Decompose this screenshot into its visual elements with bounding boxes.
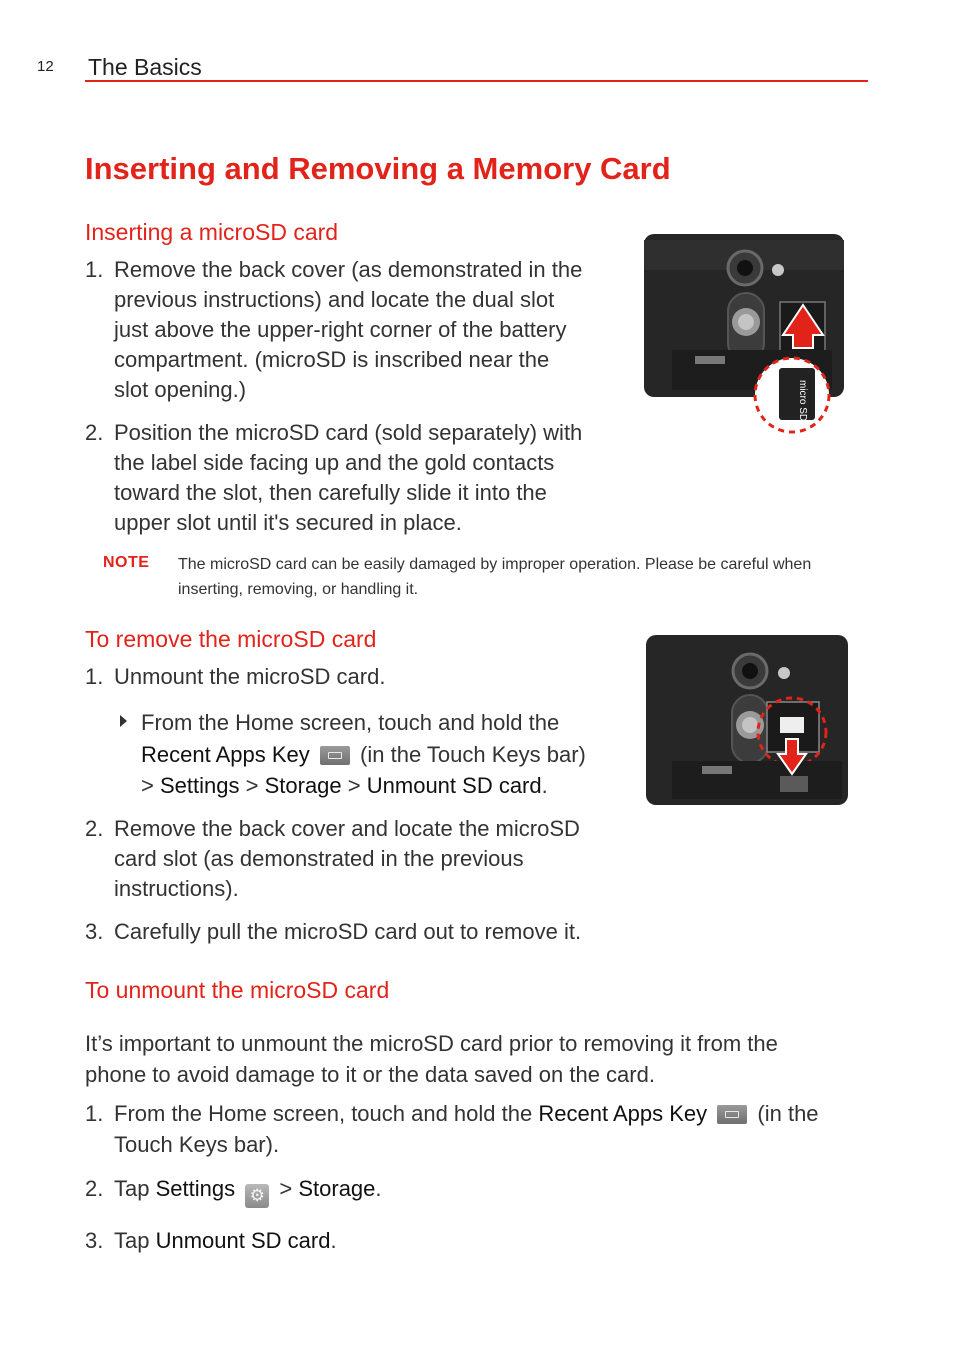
text-line: Carefully pull the microSD card out to remove it. bbox=[114, 919, 582, 944]
text-line: From the Home screen, touch and hold the bbox=[141, 710, 560, 735]
note-line: The microSD card can be easily damaged by improper operation. Please be careful when bbox=[178, 556, 812, 573]
text-line: just above the upper-right corner of the battery bbox=[114, 317, 567, 342]
page-title: Inserting and Removing a Memory Card bbox=[85, 151, 671, 186]
text-line: card slot (as demonstrated in the previous bbox=[114, 846, 524, 871]
recent-apps-key-icon bbox=[717, 1105, 747, 1124]
section-name: The Basics bbox=[88, 54, 202, 80]
note-label: NOTE bbox=[103, 554, 150, 571]
note-text bbox=[178, 552, 878, 602]
settings-label: Settings bbox=[155, 1176, 236, 1201]
unmount-sd-label: Unmount SD card bbox=[366, 773, 542, 798]
text-line: It’s important to unmount the microSD card prior to removing it from the bbox=[85, 1031, 778, 1056]
microsd-card-icon bbox=[779, 368, 815, 420]
text-line: Position the microSD card (sold separately) with bbox=[114, 420, 583, 445]
unmount-sd-label: Unmount SD card bbox=[155, 1228, 331, 1253]
text-line: slot opening.) bbox=[114, 377, 247, 402]
page-number: 12 bbox=[37, 58, 54, 75]
bullet-arrow-icon bbox=[120, 715, 127, 727]
step-number: 2. bbox=[85, 420, 104, 445]
settings-label: Settings bbox=[159, 773, 240, 798]
text-line: compartment. (microSD is inscribed near the bbox=[114, 347, 550, 372]
remove-card-illustration bbox=[642, 633, 852, 808]
storage-label: Storage bbox=[298, 1176, 376, 1201]
text-line: toward the slot, then carefully slide it into the bbox=[114, 480, 547, 505]
text-line: upper slot until it's secured in place. bbox=[114, 510, 462, 535]
insert-card-illustration bbox=[640, 230, 855, 435]
text-line: the label side facing up and the gold contacts bbox=[114, 450, 555, 475]
gear-icon: ⚙ bbox=[245, 1184, 269, 1208]
remove-heading: To remove the microSD card bbox=[85, 626, 377, 652]
text-line: instructions). bbox=[114, 876, 239, 901]
text-line: previous instructions) and locate the dual slot bbox=[114, 287, 555, 312]
card-label: micro SD bbox=[797, 380, 808, 422]
unmount-intro bbox=[85, 1028, 875, 1090]
recent-apps-key-label: Recent Apps Key bbox=[538, 1101, 708, 1126]
text-line: Remove the back cover (as demonstrated in the bbox=[114, 257, 583, 282]
header-rule bbox=[85, 80, 868, 82]
step-number: 1. bbox=[85, 257, 104, 282]
insert-heading: Inserting a microSD card bbox=[85, 219, 339, 245]
recent-apps-key-label: Recent Apps Key bbox=[141, 741, 310, 767]
unmount-heading: To unmount the microSD card bbox=[85, 977, 390, 1003]
text-line: Unmount the microSD card. bbox=[114, 664, 386, 689]
text-line: Remove the back cover and locate the microSD bbox=[114, 816, 580, 841]
text-line: phone to avoid damage to it or the data saved on the card. bbox=[85, 1062, 655, 1087]
note-line: inserting, removing, or handling it. bbox=[178, 581, 419, 598]
recent-apps-key-icon bbox=[320, 746, 350, 765]
storage-label: Storage bbox=[264, 773, 342, 798]
